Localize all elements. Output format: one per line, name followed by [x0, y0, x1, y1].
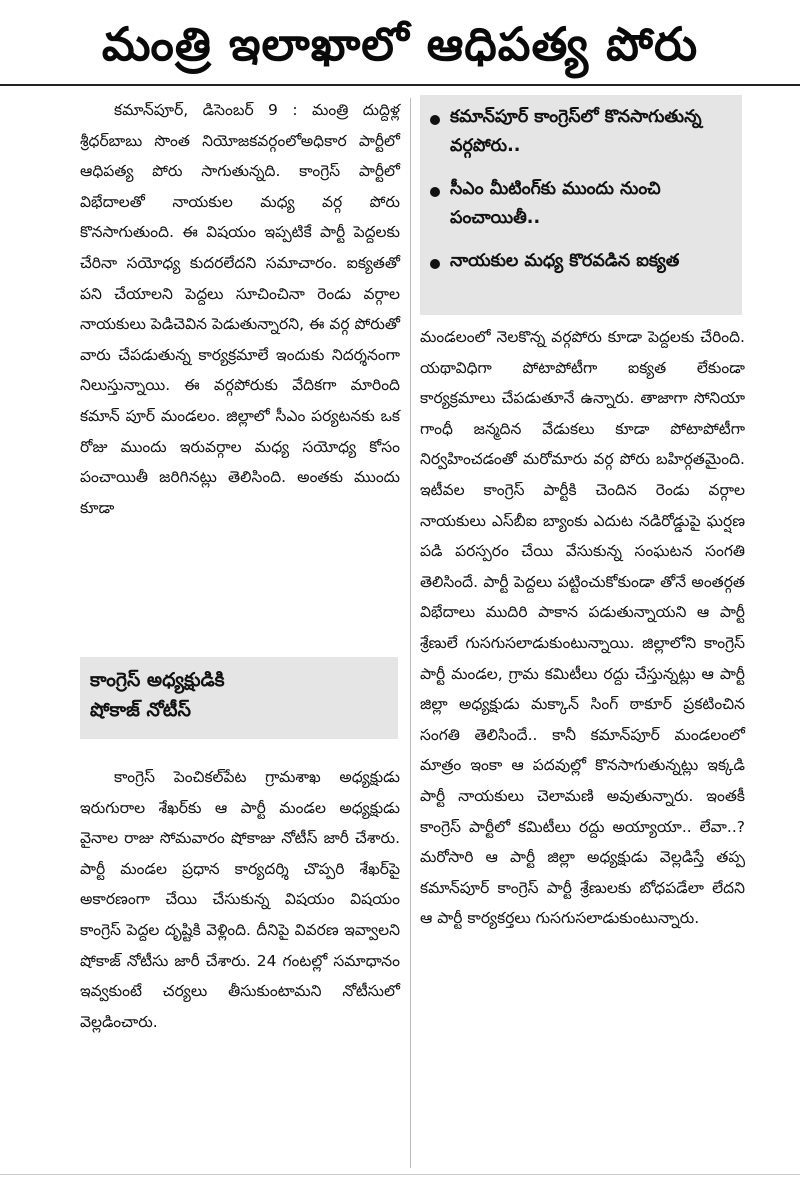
highlight-item	[430, 175, 736, 233]
sub-story-title-line2: షోకాజ్ నోటీస్	[90, 699, 191, 721]
article-left-text: కమాన్‌పూర్, డిసెంబర్ 9 : మంత్రి దుద్దిళ్ల శ్రీధర్‌బాబు సొంత నియోజకవర్గంలోఅధికార పార్టీలో ఆధిపత్య పోరు సాగుతున్నది. కాంగ్రెస్ పార్టీలో విభేదాలతో నాయకుల మధ్య వర్గ పోరు కొనసాగుతుంది. ఈ విషయం ఇప్పటికే పార్టీ పెద్దలకు చేరినా సయోధ్య కుదరలేదని సమాచారం. ఐక్యతతో పని చేయాలని పెద్దలు సూచించినా రెండు వర్గాల నాయకులు పెడిచెవిన పెడుతున్నారని, ఈ వర్గ పోరుతో వారు చేపడుతున్న కార్యక్రమాలే ఇందుకు నిదర్శనంగా నిలుస్తున్నాయి. ఈ వర్గపోరుకు వేదికగా మారింది కమాన్ పూర్ మండలం. జిల్లాలో సీఎం పర్యటనకు ఒక రోజు ముందు ఇరువర్గాల మధ్య సయోధ్య కోసం పంచాయితీ జరిగినట్లు తెలిసింది. అంతకు ముందు కూడా	[80, 101, 400, 517]
headline-rule	[0, 84, 800, 86]
sub-story-body: కాంగ్రెస్ పెంచికల్‌పేట గ్రామశాఖ అధ్యక్షుడు ఇరుగురాల శేఖర్‌కు ఆ పార్టీ మండల అధ్యక్షుడు వైనాల రాజు సోమవారం షోకాజు నోటీస్ జారీ చేశారు. పార్టీ మండల ప్రధాన కార్యదర్శి చొప్పరి శేఖర్‌పై అకారణంగా చేయి చేసుకున్న విషయం విషయం కాంగ్రెస్ పెద్దల దృష్టికి వెళ్లింది. దీనిపై వివరణ ఇవ్వాలని షోకాజ్ నోటీసు జారీ చేశారు. 24 గంటల్లో సమాధానం ఇవ్వకుంటే చర్యలు తీసుకుంటామని నోటీసులో వెల్లడించారు.	[80, 768, 400, 1031]
highlight-item	[430, 247, 736, 276]
bullet-icon	[430, 259, 440, 269]
bottom-rule	[0, 1174, 800, 1175]
highlights-box	[420, 95, 742, 315]
sub-story-title-line1: కాంగ్రెస్ అధ్యక్షుడికి	[90, 669, 225, 691]
sub-story-column	[80, 762, 400, 1037]
article-right-text: మండలంలో నెలకొన్న వర్గపోరు కూడా పెద్దలకు చేరింది. యథావిధిగా పోటాపోటీగా ఐక్యత లేకుండా కార్యక్రమాలు చేపడుతూనే ఉన్నారు. తాజాగా సోనియా గాంధీ జన్మదిన వేడుకలు కూడా పోటాపోటీగా నిర్వహించడంతో మరోమారు వర్గ పోరు బహిర్గతమైంది. ఇటీవల కాంగ్రెస్ పార్టీకి చెందిన రెండు వర్గాల నాయకులు ఎస్‌బీఐ బ్యాంకు ఎదుట నడిరోడ్డుపై ఘర్షణ పడి పరస్పరం చేయి వేసుకున్న సంఘటన సంగతి తెలిసిందే. పార్టీ పెద్దలు పట్టించుకోకుండా తోనే అంతర్గత విభేదాలు ముదిరి పాకాన పడుతున్నాయని ఆ పార్టీ శ్రేణులే గుసగుసలాడుకుంటున్నాయి. జిల్లాలోని కాంగ్రెస్ పార్టీ మండల, గ్రామ కమిటీలు రద్దు చేస్తున్నట్లు ఆ పార్టీ జిల్లా అధ్యక్షుడు మక్కాన్ సింగ్ ఠాకూర్ ప్రకటించిన సంగతి తెలిసిందే.. కానీ కమాన్‌పూర్ మండలంలో మాత్రం ఇంకా ఆ పదవుల్లో కొనసాగుతున్నట్లు ఇక్కడి పార్టీ నాయకులు చెలామణి అవుతున్నారు. ఇంతకీ కాంగ్రెస్ పార్టీలో కమిటీలు రద్దు అయ్యాయా.. లేవా..? మరోసారి ఆ పార్టీ జిల్లా అధ్యక్షుడు వెల్లడిస్తే తప్ప కమాన్‌పూర్ కాంగ్రెస్ పార్టీ శ్రేణులకు బోధపడేలా లేదని ఆ పార్టీ కార్యకర్తలు గుసగుసలాడుకుంటున్నారు.	[420, 328, 745, 928]
column-divider	[410, 98, 411, 1168]
article-right-column	[420, 322, 745, 934]
highlight-text: సీఎం మీటింగ్‌కు ముందు నుంచి పంచాయితీ..	[450, 179, 661, 228]
highlight-text: నాయకుల మధ్య కొరవడిన ఐక్యత	[450, 251, 680, 271]
highlight-text: కమాన్‌పూర్ కాంగ్రెస్‌లో కొనసాగుతున్న వర్గపోరు..	[450, 107, 702, 156]
bullet-icon	[430, 187, 440, 197]
article-left-column	[80, 95, 400, 523]
bullet-icon	[430, 115, 440, 125]
sub-story-title-box	[80, 657, 398, 739]
highlight-item	[430, 103, 736, 161]
headline: మంత్రి ఇలాఖాలో ఆధిపత్య పోరు	[101, 17, 699, 71]
